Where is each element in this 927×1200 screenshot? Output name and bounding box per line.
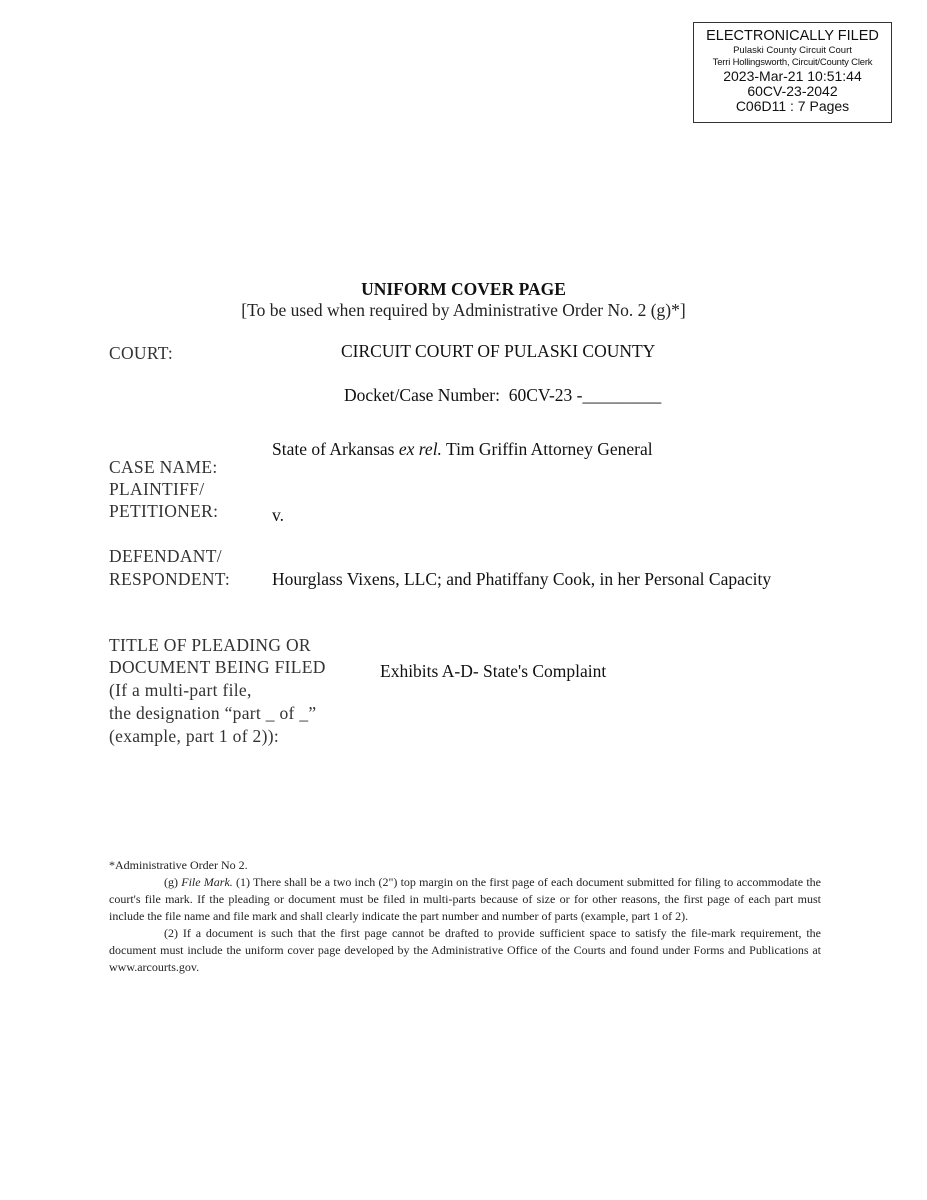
petitioner-label: PETITIONER: (109, 501, 219, 521)
docket-value: 60CV-23 -_________ (508, 385, 662, 405)
electronic-filing-stamp (693, 22, 892, 123)
footnote-paragraph-1: (g) File Mark. (1) There shall be a two inch (2") top margin on the first page of each document submitted for filing to accommodate the court's file mark. If the pleading or document must be filed in multi-parts because of size or for other reasons, the first page of each part must include the file name and file mark and shall clearly indicate the part number and number of parts (example, part 1 of 2). (109, 875, 821, 923)
stamp-heading: ELECTRONICALLY FILED (706, 28, 879, 44)
defendant-label: DEFENDANT/ (109, 546, 222, 566)
footnote-paragraph-2: (2) If a document is such that the first page cannot be drafted to provide sufficient space to satisfy the file-mark requirement, the document must include the uniform cover page developed by the Administrative Office of the Courts and found under Forms and Publications at www.arcourts.gov. (109, 926, 821, 974)
versus-text: v. (272, 505, 284, 525)
stamp-case-number: 60CV-23-2042 (747, 83, 838, 99)
pleading-label-1: TITLE OF PLEADING OR (109, 635, 311, 655)
court-value: CIRCUIT COURT OF PULASKI COUNTY (341, 341, 656, 361)
footnote-heading: *Administrative Order No 2. (109, 858, 248, 872)
case-name-label: CASE NAME: (109, 457, 218, 477)
stamp-court: Pulaski County Circuit Court (733, 45, 852, 56)
page-subtitle: [To be used when required by Administrative Order No. 2 (g)*] (241, 300, 686, 320)
defendant-value: Hourglass Vixens, LLC; and Phatiffany Cook, in her Personal Capacity (272, 569, 772, 589)
respondent-label: RESPONDENT: (109, 569, 231, 589)
stamp-pages: C06D11 : 7 Pages (735, 98, 850, 114)
page-title: UNIFORM COVER PAGE (361, 279, 566, 299)
docket-label: Docket/Case Number: (344, 385, 500, 405)
plaintiff-value: State of Arkansas ex rel. Tim Griffin Attorney General (272, 439, 653, 459)
pleading-note-2: the designation “part _ of _” (109, 703, 317, 723)
pleading-note-1: (If a multi-part file, (109, 680, 252, 700)
pleading-value: Exhibits A-D- State's Complaint (380, 661, 607, 681)
docket-field (344, 385, 661, 406)
stamp-datetime: 2023-Mar-21 10:51:44 (723, 68, 862, 84)
pleading-label-2: DOCUMENT BEING FILED (109, 657, 326, 677)
plaintiff-label: PLAINTIFF/ (109, 479, 205, 499)
footnote (109, 857, 821, 976)
pleading-note-3: (example, part 1 of 2)): (109, 726, 279, 746)
court-label: COURT: (109, 343, 174, 363)
stamp-clerk: Terri Hollingsworth, Circuit/County Clerk (712, 57, 873, 68)
